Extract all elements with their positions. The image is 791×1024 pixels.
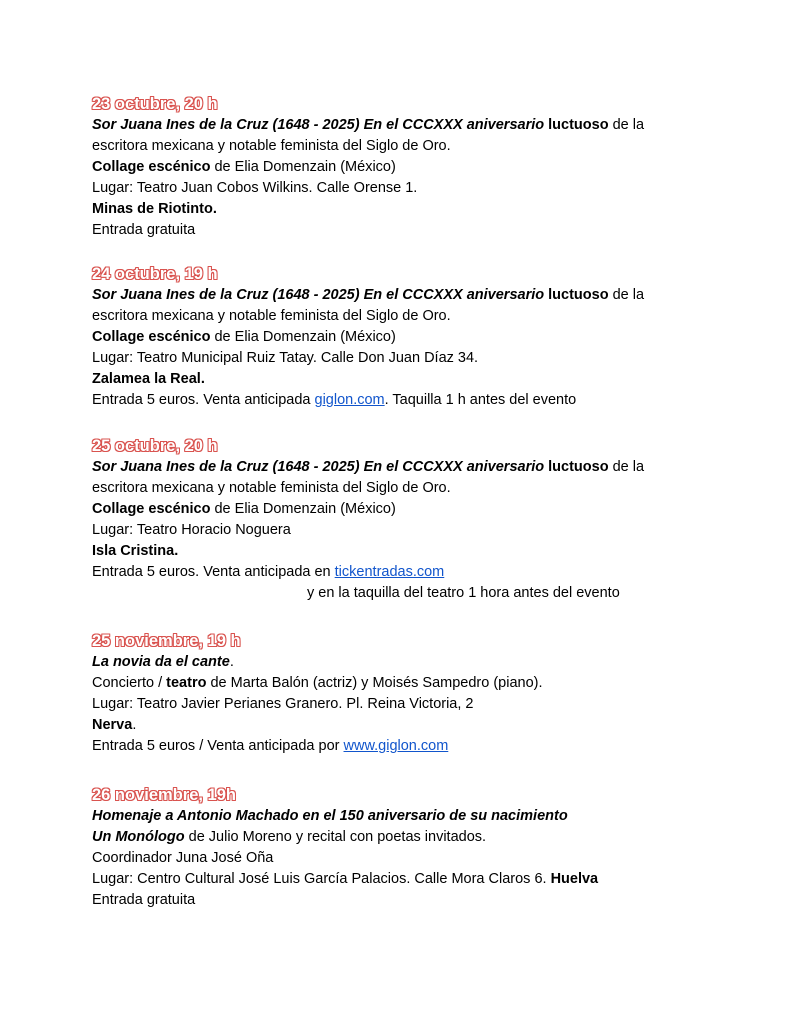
event-type xyxy=(92,499,772,520)
giglon-link[interactable]: giglon.com xyxy=(314,392,385,408)
type-rest: de Elia Domenzain (México) xyxy=(210,159,396,175)
event-2 xyxy=(92,264,772,411)
type-rest: de Elia Domenzain (México) xyxy=(210,329,396,345)
type-bold: Collage escénico xyxy=(92,501,211,517)
event-description: escritora mexicana y notable feminista del Siglo de Oro. xyxy=(92,308,451,324)
title-bold-italic: Sor Juana Ines de la Cruz (1648 - 2025) En el CCCXXX aniversario xyxy=(92,459,545,475)
event-title xyxy=(92,457,772,478)
event-entry: Entrada gratuita xyxy=(92,222,196,238)
event-entry-extra: y en la taquilla del teatro 1 hora antes del evento xyxy=(307,585,620,601)
desc-bold: teatro xyxy=(166,675,207,691)
event-title: Homenaje a Antonio Machado en el 150 aniversario de su nacimiento xyxy=(92,808,568,824)
event-venue: Lugar: Teatro Municipal Ruiz Tatay. Calle Don Juan Díaz 34. xyxy=(92,350,479,366)
venue-town-bold: Huelva xyxy=(550,871,599,887)
event-town: Isla Cristina. xyxy=(92,543,179,559)
title-rest: de la xyxy=(608,287,645,303)
entry-text: Entrada 5 euros. Venta anticipada xyxy=(92,392,315,408)
type-bold-italic: Un Monólogo xyxy=(92,829,185,845)
event-date: 23 octubre, 20 h xyxy=(92,95,218,113)
event-1 xyxy=(92,94,772,241)
event-date: 24 octubre, 19 h xyxy=(92,265,218,283)
entry-text-after: . Taquilla 1 h antes del evento xyxy=(384,392,577,408)
entry-text: Entrada 5 euros / Venta anticipada por xyxy=(92,738,344,754)
title-bold-italic: Sor Juana Ines de la Cruz (1648 - 2025) En el CCCXXX aniversario xyxy=(92,287,545,303)
title-rest: . xyxy=(229,654,234,670)
event-description: escritora mexicana y notable feminista del Siglo de Oro. xyxy=(92,480,451,496)
event-5 xyxy=(92,785,772,911)
venue-text: Lugar: Centro Cultural José Luis García Palacios. Calle Mora Claros 6. xyxy=(92,871,551,887)
desc-pre: Concierto / xyxy=(92,675,167,691)
event-description xyxy=(92,673,772,694)
town-rest: . xyxy=(132,717,137,733)
event-town: Zalamea la Real. xyxy=(92,371,205,387)
tickentradas-link[interactable]: tickentradas.com xyxy=(334,564,445,580)
event-venue: Lugar: Teatro Horacio Noguera xyxy=(92,522,291,538)
title-rest: de la xyxy=(608,459,645,475)
town-bold: Nerva xyxy=(92,717,133,733)
giglon-link[interactable]: www.giglon.com xyxy=(343,738,449,754)
title-bold-italic: Sor Juana Ines de la Cruz (1648 - 2025) En el CCCXXX aniversario xyxy=(92,117,545,133)
title-bold-italic: La novia da el cante xyxy=(92,654,230,670)
event-3 xyxy=(92,436,772,604)
event-type xyxy=(92,327,772,348)
desc-rest: de Marta Balón (actriz) y Moisés Sampedro (piano). xyxy=(206,675,543,691)
event-venue: Lugar: Teatro Javier Perianes Granero. Pl. Reina Victoria, 2 xyxy=(92,696,474,712)
event-title xyxy=(92,285,772,306)
event-entry xyxy=(92,390,772,411)
title-bold: luctuoso xyxy=(544,459,609,475)
event-title xyxy=(92,115,772,136)
entry-text: Entrada 5 euros. Venta anticipada en xyxy=(92,564,335,580)
event-type xyxy=(92,827,772,848)
event-town xyxy=(92,715,772,736)
type-bold: Collage escénico xyxy=(92,329,211,345)
title-bold: luctuoso xyxy=(544,287,609,303)
event-date: 25 noviembre, 19 h xyxy=(92,632,241,650)
event-type xyxy=(92,157,772,178)
title-rest: de la xyxy=(608,117,645,133)
event-town: Minas de Riotinto. xyxy=(92,201,217,217)
event-entry xyxy=(92,736,772,757)
type-bold: Collage escénico xyxy=(92,159,211,175)
event-venue xyxy=(92,869,772,890)
type-rest: de Julio Moreno y recital con poetas invitados. xyxy=(184,829,487,845)
event-entry xyxy=(92,562,772,583)
type-rest: de Elia Domenzain (México) xyxy=(210,501,396,517)
event-entry: Entrada gratuita xyxy=(92,892,196,908)
event-date: 26 noviembre, 19h xyxy=(92,786,236,804)
title-bold: luctuoso xyxy=(544,117,609,133)
event-coordinator: Coordinador Juna José Oña xyxy=(92,850,274,866)
event-venue: Lugar: Teatro Juan Cobos Wilkins. Calle Orense 1. xyxy=(92,180,418,196)
event-date: 25 octubre, 20 h xyxy=(92,437,218,455)
event-title xyxy=(92,652,772,673)
event-description: escritora mexicana y notable feminista del Siglo de Oro. xyxy=(92,138,451,154)
event-4 xyxy=(92,631,772,757)
